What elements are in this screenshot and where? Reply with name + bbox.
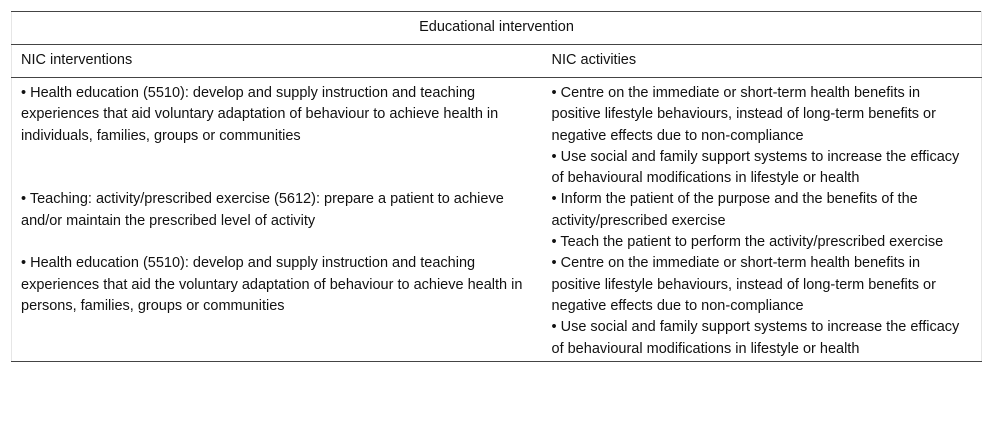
activity-item: • Centre on the immediate or short-term health benefits in positive lifestyle behaviours, instead of long-term benefits or negative effects due to non-compliance — [551, 255, 936, 314]
nic-table — [11, 11, 982, 362]
activity-item: • Centre on the immediate or short-term health benefits in positive lifestyle behaviours, instead of long-term benefits or negative effects due to non-compliance — [551, 85, 936, 144]
activities-cell — [543, 189, 982, 253]
table-header-row — [12, 45, 982, 78]
intervention-cell: • Health education (5510): develop and supply instruction and teaching experiences that aid voluntary adaptation of behaviour to achieve health in individuals, families, groups or communities — [12, 78, 543, 190]
intervention-cell: • Teaching: activity/prescribed exercise (5612): prepare a patient to achieve and/or maintain the prescribed level of activity — [12, 189, 543, 253]
activity-item: • Use social and family support systems to increase the efficacy of behavioural modifications in lifestyle or health — [551, 319, 960, 357]
table-caption-row — [12, 12, 982, 45]
table-row — [12, 78, 982, 190]
activity-item: • Inform the patient of the purpose and the benefits of the activity/prescribed exercise — [551, 191, 918, 229]
header-nic-activities: NIC activities — [543, 45, 982, 78]
activity-item: • Use social and family support systems to increase the efficacy of behavioural modifications in lifestyle or health — [551, 148, 960, 187]
header-nic-interventions: NIC interventions — [12, 45, 543, 78]
activities-cell — [543, 253, 982, 361]
table-caption: Educational intervention — [12, 12, 982, 45]
intervention-cell: • Health education (5510): develop and supply instruction and teaching experiences that aid the voluntary adaptation of behaviour to achieve health in persons, families, groups or communities — [12, 253, 543, 361]
table-row — [12, 189, 982, 253]
activities-cell — [543, 78, 982, 190]
nic-table-container — [11, 11, 981, 362]
table-row — [12, 253, 982, 361]
activity-item: • Teach the patient to perform the activity/prescribed exercise — [551, 234, 944, 251]
